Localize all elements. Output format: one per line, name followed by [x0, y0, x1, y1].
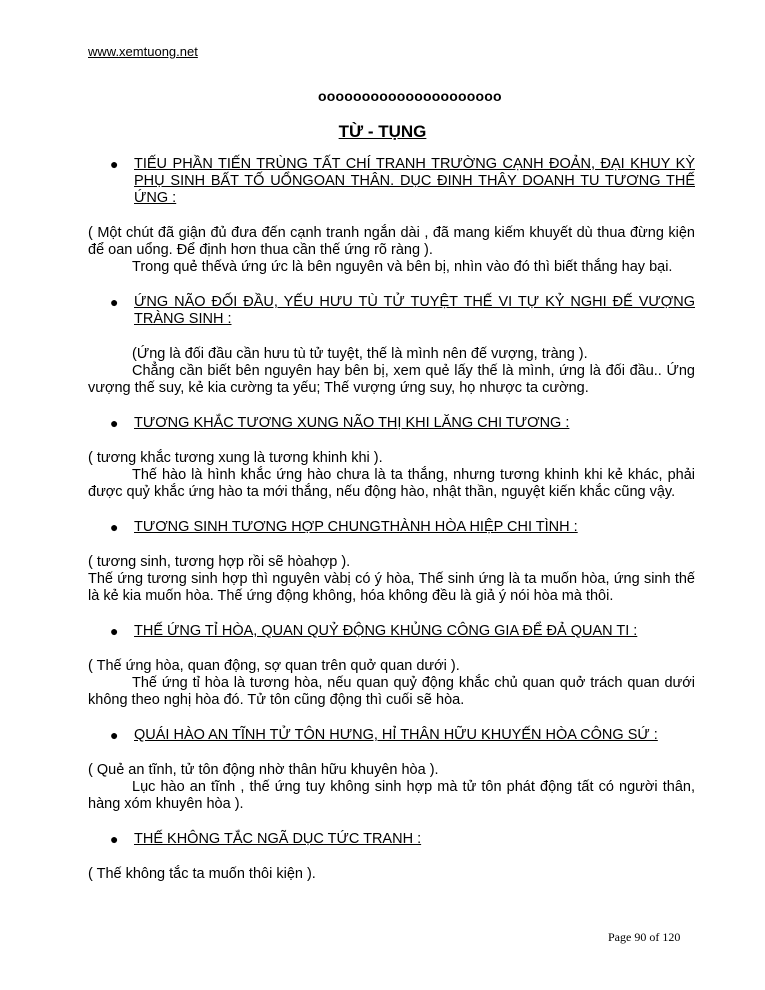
spacer [88, 813, 695, 831]
paragraph: Chẳng cần biết bên nguyên hay bên bị, xem quẻ lấy thế là mình, ứng là đối đầu.. Ứng vượng thế suy, kẻ kia cường ta yếu; Thế vượng ứng suy, họ nhược ta cường. [88, 363, 695, 396]
section-heading-text: TƯƠNG SINH TƯƠNG HỢP CHUNGTHÀNH HÒA HIỆP CHI TÌNH : [134, 519, 578, 535]
paragraph: ( tương sinh, tương hợp rồi sẽ hòahợp ). [88, 554, 351, 570]
paragraph: Thế ứng tỉ hòa là tương hòa, nếu quan quỷ động khắc chủ quan quở trách quan dưới không theo nghị hòa đó. Tử tôn cũng động thì cuối sẽ hòa. [88, 675, 695, 708]
paragraph: (Ứng là đối đầu cần hưu tù tử tuyệt, thế là mình nên đế vượng, tràng ). [132, 346, 588, 362]
paragraph: Lục hào an tĩnh , thế ứng tuy không sinh hợp mà tử tôn phát động tất có người thân, hàng xóm khuyên hòa ). [88, 779, 695, 812]
paragraph: Thế ứng tương sinh hợp thì nguyên vàbị có ý hòa, Thế sinh ứng là ta muốn hòa, ứng sinh thế là kẻ kia muốn hòa. Thế ứng động không, hóa không đều là giả ý nói hòa mà thôi. [88, 571, 695, 604]
section-heading-text: TƯƠNG KHẮC TƯƠNG XUNG NÃO THỊ KHI LĂNG CHI TƯƠNG : [134, 415, 570, 431]
bullet-icon: ● [110, 727, 119, 743]
section-heading-1 [88, 156, 695, 207]
bullet-icon: ● [110, 415, 119, 431]
document-body [88, 156, 695, 883]
bullet-icon: ● [110, 831, 119, 847]
bullet-icon: ● [110, 156, 119, 172]
bullet-icon: ● [110, 623, 119, 639]
paragraph: ( Quẻ an tĩnh, tử tôn động nhờ thân hữu khuyên hòa ). [88, 762, 439, 778]
spacer [88, 605, 695, 623]
bullet-icon: ● [110, 519, 119, 535]
section-heading-2 [88, 294, 695, 328]
section-heading-text: TIẾU PHẦN TIẾN TRÙNG TẤT CHÍ TRANH TRƯỜNG CẠNH ĐOẢN, ĐẠI KHUY KỲ PHỤ SINH BẤT TỐ UỔNGOAN THÂN. DỤC ĐINH THÂY DOANH TU TƯƠNG THẾ ỨNG : [134, 156, 695, 206]
paragraph: Thế hào là hình khắc ứng hào chưa là ta thắng, nhưng tương khinh khi kẻ khác, phải được quỷ khắc ứng hào ta mới thắng, nếu động hào, nhật thần, nguyệt kiến khắc cũng vậy. [88, 467, 695, 500]
spacer [88, 709, 695, 727]
section-heading-6 [88, 727, 695, 744]
section-heading-5 [88, 623, 695, 640]
paragraph: ( Thế ứng hòa, quan động, sợ quan trên quở quan dưới ). [88, 658, 460, 674]
spacer [88, 276, 695, 294]
site-url[interactable]: www.xemtuong.net [88, 44, 198, 59]
spacer [88, 397, 695, 415]
paragraph: ( Thế không tắc ta muốn thôi kiện ). [88, 866, 316, 882]
page-title: TỪ - TỤNG [338, 122, 427, 141]
bullet-icon: ● [110, 294, 119, 310]
section-heading-text: THẾ KHÔNG TẮC NGÃ DỤC TỨC TRANH : [134, 831, 422, 847]
paragraph: ( Một chút đã giận đủ đưa đến cạnh tranh ngắn dài , đã mang kiếm khuyết dù thua đừng kiện để oan uổng. Để định hơn thua cần thế ứng rõ ràng ). [88, 225, 695, 258]
paragraph: Trong quẻ thếvà ứng ức là bên nguyên và bên bị, nhìn vào đó thì biết thắng hay bại. [132, 259, 673, 275]
section-heading-text: QUÁI HÀO AN TĨNH TỬ TÔN HƯNG, HỈ THÂN HỮU KHUYẾN HÒA CÔNG SỨ : [134, 727, 658, 743]
section-heading-7 [88, 831, 695, 848]
page-number: Page 90 of 120 [608, 930, 681, 944]
section-heading-text: THẾ ỨNG TỈ HÒA, QUAN QUỶ ĐỘNG KHỦNG CÔNG GIA ĐỂ ĐẢ QUAN TI : [134, 623, 638, 639]
spacer [88, 501, 695, 519]
paragraph: ( tương khắc tương xung là tương khinh khi ). [88, 450, 383, 466]
section-heading-4 [88, 519, 695, 536]
section-heading-3 [88, 415, 695, 432]
section-heading-text: ỨNG NÃO ĐỐI ĐẦU, YẾU HƯU TÙ TỬ TUYỆT THẾ VI TỰ KỶ NGHI ĐẾ VƯỢNG TRÀNG SINH : [134, 294, 695, 327]
decorative-divider: ooooooooooooooooooooo [318, 88, 502, 104]
